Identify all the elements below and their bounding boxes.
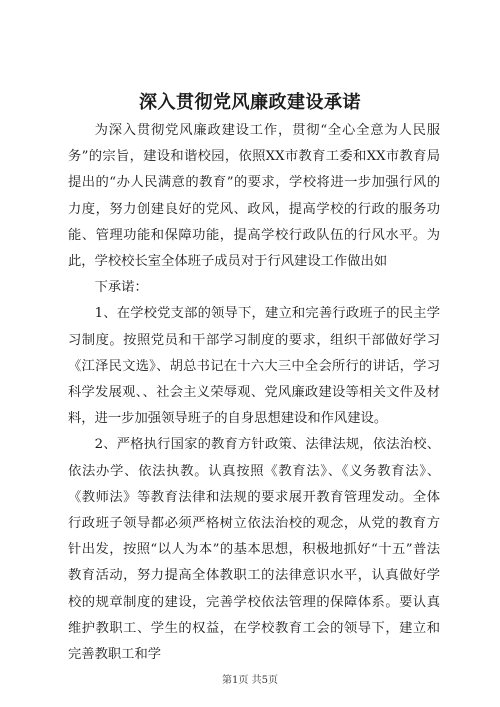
paragraph-item-1: 1、在学校党支部的领导下，建立和完善行政班子的民主学习制度。按照党员和干部学习制度的要求，组织干部做好学习《江泽民文选》、胡总书记在十六大三中全会所行的讲话，学习科学发展观、、社会主义荣辱观、党风廉政建设等相关文件及材料，进一步加强领导班子的自身思想建设和作风建设。 bbox=[68, 306, 440, 427]
document-title: 深入贯彻党风廉政建设承诺 bbox=[139, 92, 361, 113]
paragraph-item-2: 2、严格执行国家的教育方针政策、法律法规，依法治校、依法办学、依法执教。认真按照《教育法》、《义务教育法》、《教师法》等教育法律和法规的要求展开教育管理发动。全体行政班子领导都必须严格树立依法治校的观念，从党的教育方针出发，按照“以人为本”的基本思想，积极地抓好“十五”普法教育活动，努力提高全体教职工的法律意识水平，认真做好学校的规章制度的建设，完善学校依法管理的保障体系。要认真维护教职工、学生的权益，在学校教育工会的领导下，建立和完善教职工和学 bbox=[68, 437, 440, 663]
page-footer: 第1页 共5页 bbox=[222, 675, 278, 686]
paragraph-promise-lead: 下承诺： bbox=[94, 280, 148, 296]
document-body bbox=[68, 118, 440, 668]
paragraph-intro: 为深入贯彻党风廉政建设工作，贯彻“全心全意为人民服务”的宗旨，建设和谐校园，依照XX市教育工委和XX市教育局提出的“办人民满意的教育”的要求，学校将进一步加强行风的力度，努力创建良好的党风、政风，提高学校的行政的服务功能、管理功能和保障功能，提高学校行政队伍的行风水平。为此，学校校长室全体班子成员对于行风建设工作做出如 bbox=[68, 123, 440, 270]
